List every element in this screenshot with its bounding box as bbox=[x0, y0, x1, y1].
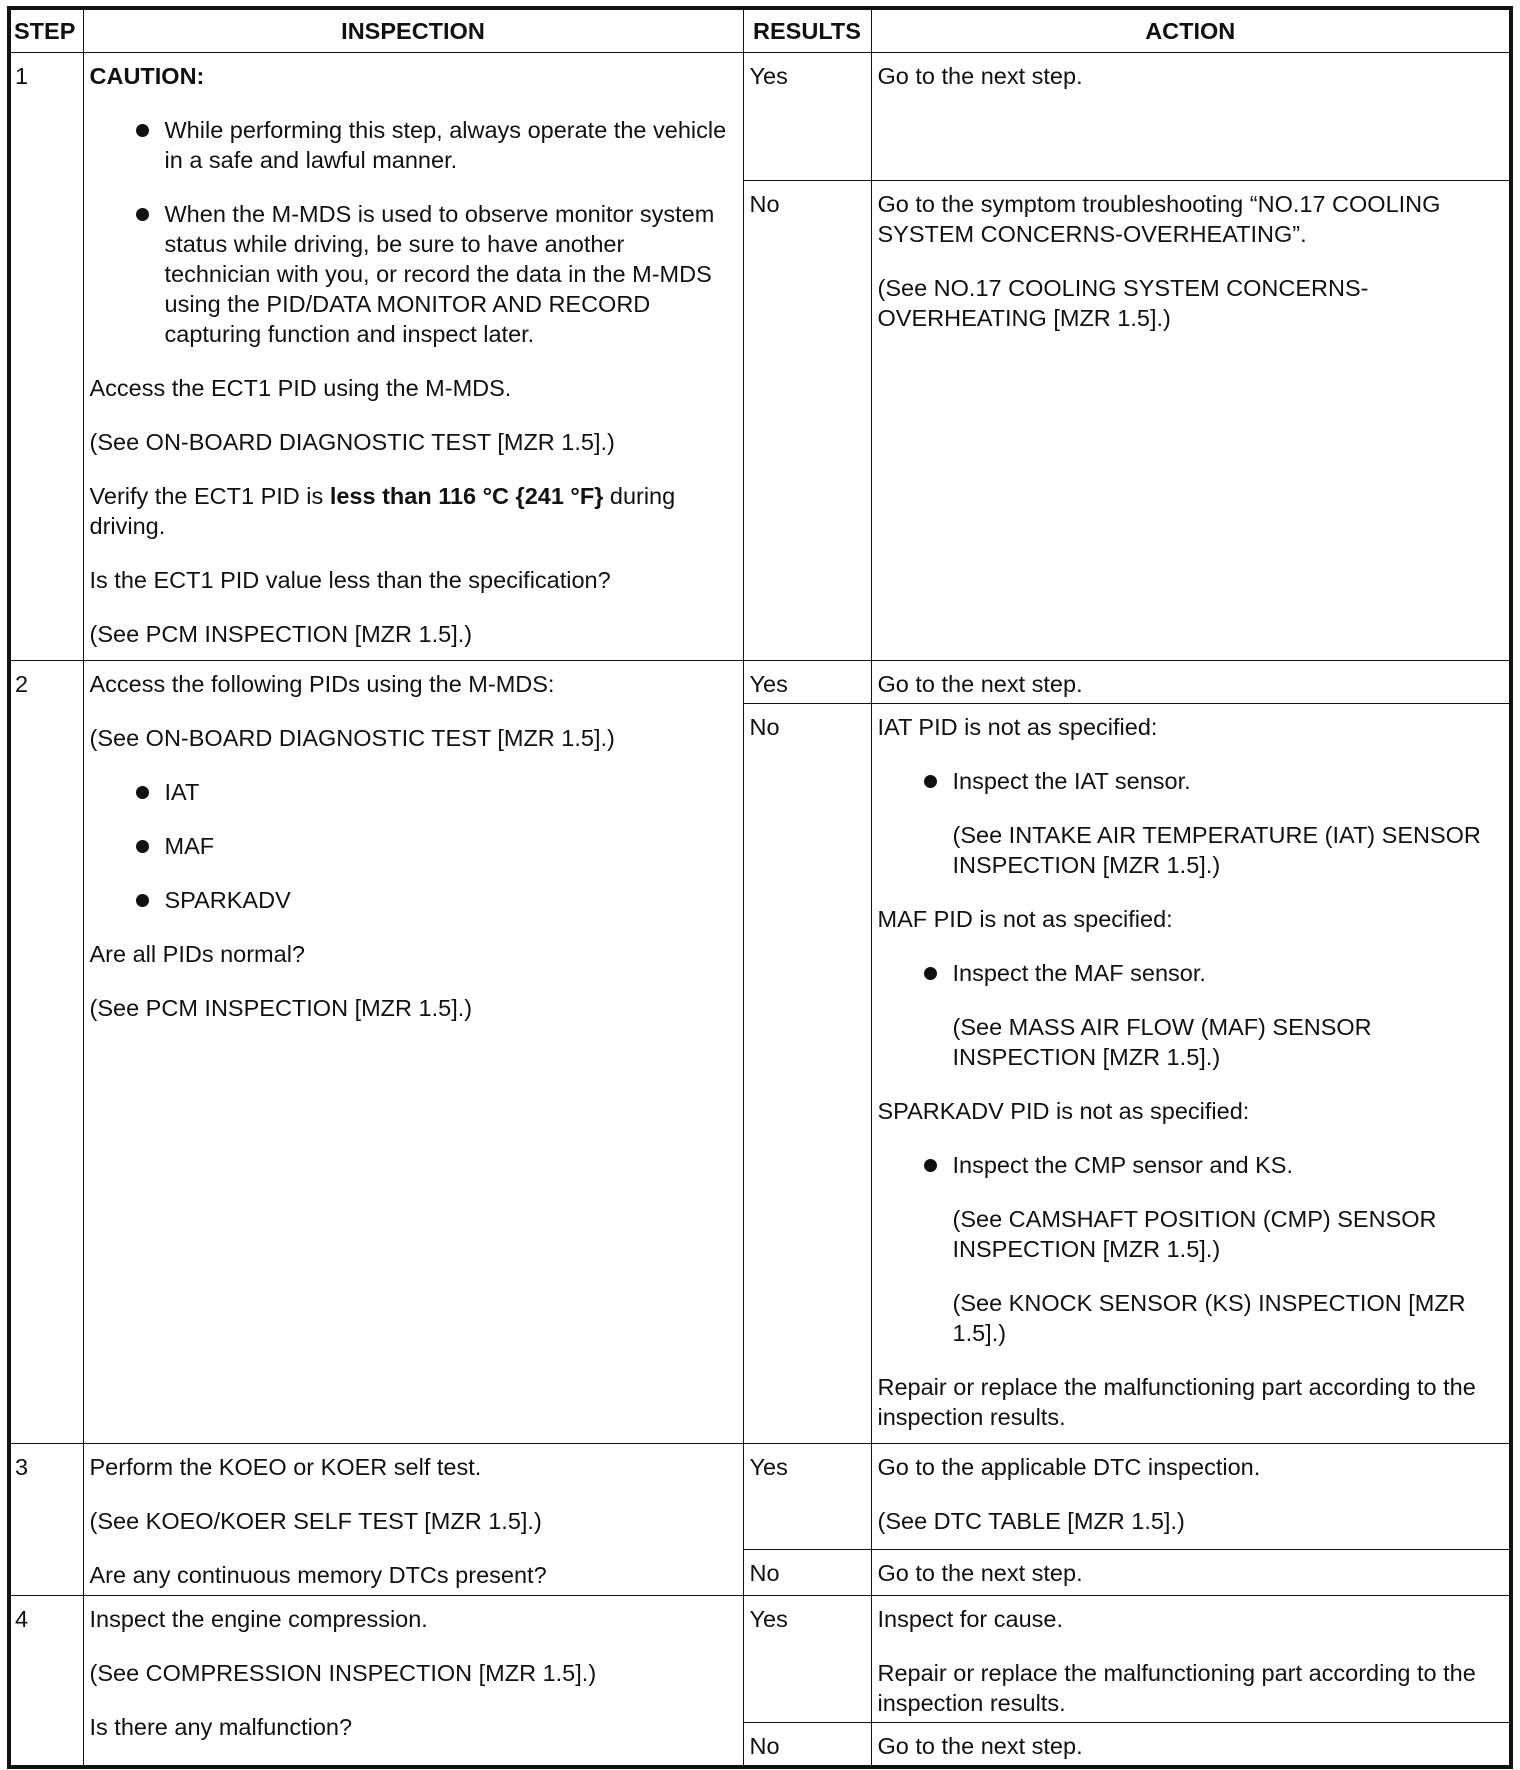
step4-number: 4 bbox=[9, 1596, 83, 1768]
step1-yes-row bbox=[9, 53, 1511, 181]
step3-yes: Yes bbox=[743, 1444, 871, 1550]
step1-no-action: Go to the symptom troubleshooting “NO.17 COOLING SYSTEM CONCERNS-OVERHEATING”. (See NO.17 COOLING SYSTEM CONCERNS-OVERHEATING [MZR 1.5].) bbox=[871, 181, 1511, 661]
bullet-icon bbox=[136, 124, 149, 137]
step3-number: 3 bbox=[9, 1444, 83, 1596]
bullet-icon bbox=[136, 786, 149, 799]
step1-inspection bbox=[83, 53, 743, 661]
list-item: Inspect the CMP sensor and KS. bbox=[924, 1150, 1504, 1180]
step1-caution: CAUTION: bbox=[89, 63, 205, 89]
step1-number: 1 bbox=[9, 53, 83, 661]
list-item: While performing this step, always operate the vehicle in a safe and lawful manner. bbox=[136, 115, 737, 175]
list-item: When the M-MDS is used to observe monitor system status while driving, be sure to have another technician with you, or record the data in the M-MDS using the PID/DATA MONITOR AND RECORD capturing function and inspect later. bbox=[136, 199, 737, 349]
list-item: SPARKADV bbox=[136, 885, 737, 915]
step1-verify: Verify the ECT1 PID is less than 116 °C {241 °F} during driving. bbox=[89, 483, 676, 539]
bullet-icon bbox=[136, 840, 149, 853]
step4-no: No bbox=[743, 1723, 871, 1768]
bullet-icon bbox=[924, 967, 937, 980]
list-item: Inspect the IAT sensor. bbox=[924, 766, 1504, 796]
step2-yes-action: Go to the next step. bbox=[871, 661, 1511, 704]
step3-no-action: Go to the next step. bbox=[871, 1550, 1511, 1596]
troubleshooting-table bbox=[7, 6, 1513, 1769]
step1-no: No bbox=[743, 181, 871, 661]
step4-yes-row bbox=[9, 1596, 1511, 1723]
bullet-icon bbox=[924, 1159, 937, 1172]
step2-no: No bbox=[743, 704, 871, 1444]
step3-inspection: Perform the KOEO or KOER self test. (See KOEO/KOER SELF TEST [MZR 1.5].) Are any continuous memory DTCs present? bbox=[83, 1444, 743, 1596]
step1-yes: Yes bbox=[743, 53, 871, 181]
step1-question: Is the ECT1 PID value less than the specification? bbox=[89, 567, 611, 593]
bullet-icon bbox=[136, 894, 149, 907]
step1-ref-pcm: (See PCM INSPECTION [MZR 1.5].) bbox=[89, 621, 473, 647]
step4-inspection: Inspect the engine compression. (See COMPRESSION INSPECTION [MZR 1.5].) Is there any malfunction? bbox=[83, 1596, 743, 1768]
header-results: RESULTS bbox=[743, 8, 871, 53]
step2-pid-list bbox=[90, 777, 737, 915]
list-item: MAF bbox=[136, 831, 737, 861]
list-item: IAT bbox=[136, 777, 737, 807]
step1-access: Access the ECT1 PID using the M-MDS. bbox=[89, 375, 512, 401]
step1-caution-list bbox=[90, 115, 737, 349]
header-action: ACTION bbox=[871, 8, 1511, 53]
step4-yes-action: Inspect for cause. Repair or replace the malfunctioning part according to the inspection results. bbox=[871, 1596, 1511, 1723]
header-inspection: INSPECTION bbox=[83, 8, 743, 53]
bullet-icon bbox=[924, 775, 937, 788]
step2-inspection: Access the following PIDs using the M-MDS: (See ON-BOARD DIAGNOSTIC TEST [MZR 1.5].) IAT MAF SPARKADV Are all PIDs normal? (See PCM INSPECTION [MZR 1.5].) bbox=[83, 661, 743, 1444]
header-step: STEP bbox=[9, 8, 83, 53]
step4-no-action: Go to the next step. bbox=[871, 1723, 1511, 1768]
bullet-icon bbox=[136, 208, 149, 221]
header-row bbox=[9, 8, 1511, 53]
step2-yes: Yes bbox=[743, 661, 871, 704]
step1-ref-obd: (See ON-BOARD DIAGNOSTIC TEST [MZR 1.5].) bbox=[89, 429, 615, 455]
step3-no: No bbox=[743, 1550, 871, 1596]
list-item: Inspect the MAF sensor. bbox=[924, 958, 1504, 988]
step2-no-action: IAT PID is not as specified: Inspect the IAT sensor. (See INTAKE AIR TEMPERATURE (IAT) SENSOR INSPECTION [MZR 1.5].) MAF PID is not as specified: Inspect the MAF sensor. (See MASS AIR FLOW (MAF) SENSOR INSPECTION [MZR 1.5].) SPARKADV PID is not as specified: Inspect the CMP sensor and KS. (See CAMSHAFT POSITION (CMP) SENSOR INSPECTION [MZR 1.5].) (See KNOCK SENSOR (KS) INSPECTION [MZR 1.5].) Repair or replace the malfunctioning part according to the inspection results. bbox=[871, 704, 1511, 1444]
step3-yes-action: Go to the applicable DTC inspection. (See DTC TABLE [MZR 1.5].) bbox=[871, 1444, 1511, 1550]
step2-yes-row bbox=[9, 661, 1511, 704]
step4-yes: Yes bbox=[743, 1596, 871, 1723]
step3-yes-row bbox=[9, 1444, 1511, 1550]
step2-number: 2 bbox=[9, 661, 83, 1444]
step1-yes-action: Go to the next step. bbox=[871, 53, 1511, 181]
